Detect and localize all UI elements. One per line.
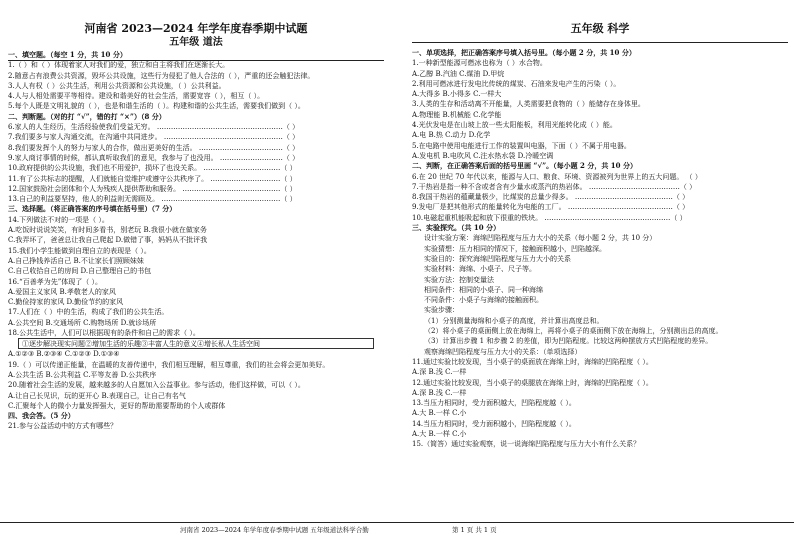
question-line: A.深 B.浅 C.一样 [412, 388, 467, 397]
question-line: 10.政府提供的公共设施，我们也不用爱护，损坏了也没关系。 ……………………………（ ） [8, 164, 297, 173]
question-line: 19.（ ）可以传递正能量，在温暖的友善传递中，我们相互理解，相互尊重，我们的社会将会更加美好。 [8, 360, 330, 369]
question-line: C.自己收拾自己的房间 D.自己整理自己的书包 [8, 267, 152, 276]
question-line: 相同条件：相同的小桌子、同一种海绵 [424, 285, 543, 294]
question-line: 4.人与人相处需要平等相待。建设和谐美好的社会生活，需要宽容（ ），相互（ ）。 [8, 92, 265, 101]
question-line: 4.光伏发电是在山坡上放一些太阳能板，利用光能转化成（ ）能。 [412, 121, 617, 130]
question-line: 3.人人有权（ ）公共生活，利用公共资源和公共设施，（ ）公共利益。 [8, 81, 226, 90]
question-line: 8.我们要发挥个人的努力与家人的合作，做出更美好的生活。 ………………………………（ ） [8, 143, 300, 152]
title-divider-right [412, 42, 788, 43]
question-line: 实验方法：控制变量法 [424, 275, 494, 284]
question-line: 18.公共生活中，人们可以根据现有的条件和自己的需求（ ）。 [8, 329, 200, 338]
question-line: 实验步骤： [424, 306, 459, 315]
question-line: A.大得多 B.小得多 C.一样大 [412, 90, 502, 99]
question-line: 2.随意占有浪费公共资源，毁坏公共设施，这些行为侵犯了他人合法的（ ），严重的还会触犯法律。 [8, 71, 315, 80]
section-heading: 三、选择题。（将正确答案的序号填在括号里）（7 分） [8, 204, 177, 214]
question-line: 12.国家鼓励社会团体和个人为残疾人提供帮助和服务。 ……………………………………（ ） [8, 184, 297, 193]
question-line: 1.一种新型能源可燃冰也称为（ ）水合物。 [412, 59, 547, 68]
question-line: A.大 B.一样 C.小 [412, 409, 467, 418]
question-line: A.电 B.热 C.动力 D.化学 [412, 131, 491, 140]
question-line: 2.利用可燃冰进行发电比传统的煤炭、石油来发电产生的污染（ ）。 [412, 79, 621, 88]
science-question-list [412, 48, 788, 450]
section-heading: 三、实验探究。（共 10 分） [412, 223, 501, 233]
question-line: 12.通过实验比较发现，当小桌子的桌腿放在海绵上时，海绵的凹陷程度（ ）。 [412, 378, 653, 387]
question-line: A.公共生活 B.公共利益 C.平等友善 D.公共秩序 [8, 370, 157, 379]
question-line: 6.在 20 世纪 70 年代以来，能源与人口、粮食、环境、资源被列为世界上的五大问题。 （ ） [412, 172, 702, 181]
section-heading: 二、判断，在正确答案后面的括号里画 “√”。（每小题 2 分，共 10 分） [412, 161, 637, 171]
footer-page-number: 第 1 页 共 1 页 [452, 526, 497, 534]
question-line: 3.人类的生存和活动离不开能量，人类需要把食物的（ ）能储存在身体里。 [412, 100, 645, 109]
question-line: 21.参与公益活动中的方式有哪些？ [8, 422, 118, 431]
question-line: 15.（简答）通过实验观察，说一说海绵凹陷程度与压力大小有什么关系？ [412, 440, 641, 449]
section-heading: 一、单项选择，把正确答案序号填入括号里。（每小题 2 分，共 10 分） [412, 48, 636, 57]
question-line: 8.我国干热岩的蕴藏量极少，比煤炭的总量少得多。 ……………………………………（ ） [412, 193, 690, 202]
section-heading: 二、判断题。（对的打 “√”，错的打 “×”）（8 分） [8, 111, 166, 121]
footer-exam-info: 河南省 2023—2024 年学年度春季期中试题 五年级道法科学合勤 [180, 526, 369, 534]
question-line: 11.通过实验比较发现，当小桌子的桌面放在海绵上时，海绵的凹陷程度（ ）。 [412, 357, 653, 366]
question-line: 9.家人商讨事情的时候，都认真听取我们的意见，我参与了也没用。 ………………………（ ） [8, 153, 300, 162]
question-line: （2）将小桌子的桌面侧上放在海绵上，再将小桌子的桌面侧下放在海绵上，分别测出总的高度。 [424, 327, 723, 336]
question-line: 观察海绵凹陷程度与压力大小的关系：（单项选择） [424, 347, 582, 356]
question-line: C.勤俭持家的家风 D.勤俭节约的家风 [8, 298, 124, 307]
options-box: ①逐步解决现实问题②增加生活的乐趣③丰富人生的意义④增长私人生活空间 [18, 338, 374, 349]
question-line: 1.（ ）和（ ）体现着家人对我们的爱，独立和自主将我们在逐渐长大。 [8, 61, 230, 70]
question-line: A.物理能 B.机械能 C.化学能 [412, 110, 502, 119]
question-line: 实验材料：海绵、小桌子、尺子等。 [424, 265, 536, 274]
question-line: 5.在电路中使用电能进行工作的装置叫电器，下面（ ）不属于用电器。 [412, 141, 631, 150]
question-line: 6.家人的人生经历，生活经验使我们受益无穷。 ………………………………………………（ ） [8, 123, 300, 132]
question-line: A.自己挣钱养活自己 B.不让家长们照顾妹妹 [8, 256, 144, 265]
question-line: 7.我们要多与家人沟通交流，在沟通中共同进步。 ……………………………………………（ ） [8, 133, 300, 142]
dao-fa-question-list [8, 50, 384, 432]
science-title: 五年级 科学 [570, 22, 630, 35]
title-divider-left [8, 60, 384, 61]
exam-subtitle: 五年级 道法 [169, 37, 223, 48]
dao-fa-exam-column [8, 0, 384, 432]
question-line: 5.每个人既是文明礼貌的（ ），也是和谐生活的（ ）。构建和谐的公共生活，需要我们做到（ ）。 [8, 102, 305, 111]
section-heading: 一、填空题。（每空 1 分，共 10 分） [8, 50, 127, 59]
question-line: 7.干热岩是指一种不含或者含有少量水或蒸汽的热岩体。 …………………………………（ ） [412, 182, 697, 191]
section-heading: 四、我会答。（5 分） [8, 411, 75, 421]
question-line: 13.当压力相同时，受力面积越大，凹陷程度越（ ）。 [412, 399, 576, 408]
question-line: 设计实验方案：海绵凹陷程度与压力大小的关系（每小题 2 分，共 10 分） [424, 234, 657, 243]
question-line: 13.自己的利益要坚持，他人的利益则无需顾及。 ……………………………………………（ ） [8, 195, 297, 204]
question-line: 17.人们在（ ）中的生活，构成了我们的公共生活。 [8, 308, 169, 317]
question-line: 实验猜想：压力相同的情况下，接触面积越小，凹陷越深。 [424, 244, 606, 253]
question-line: （3）计算出步骤 1 和步骤 2 的差值，即为凹陷程度。比较这两种摆放方式凹陷程度的差异。 [424, 337, 713, 346]
question-line: A.深 B.浅 C.一样 [412, 368, 467, 377]
question-line: A.①②③ B.②③④ C.①②③ D.①③④ [8, 350, 120, 359]
question-line: 9.发电厂是把其他形式的能量转化为电能的工厂。 ………………………………………（ ） [412, 203, 690, 212]
question-line: 20.随着社会生活的发展，越来越多的人自愿加入公益事业。参与活动，他们这样做，可以（ ）。 [8, 381, 305, 390]
question-line: A.让自己长见识，玩的更开心 B.表现自己，让自己有名气 [8, 391, 186, 400]
question-line: A.发电机 B.电吹风 C.注水热水袋 D.冷暖空调 [412, 151, 554, 160]
question-line: 实验目的：探究海绵凹陷程度与压力大小的关系 [424, 254, 571, 263]
question-line: 14.当压力相同时，受力面积越小，凹陷程度越（ ）。 [412, 419, 576, 428]
question-line: 10.电磁起重机能吸起和放下很重的铁块。 ………………………………………………（ ） [412, 213, 687, 222]
question-line: C.汇聚每个人的微小力量发挥强大，更好的帮助需要帮助的个人或群体 [8, 401, 226, 410]
question-line: 不同条件：小桌子与海绵的接触面积。 [424, 296, 543, 305]
question-line: 11.有了公共标志的提醒，人们就能自觉维护或遵守公共秩序了。 …………………………（ ） [8, 174, 297, 183]
question-line: 15.我们小学生能做到自理自立的表现是（ ）。 [8, 246, 151, 255]
question-line: 14.下列做法不对的一项是（ ）。 [8, 215, 109, 224]
question-line: 16.“百善孝为先”体现了（ ）。 [8, 277, 103, 286]
science-exam-column [412, 0, 788, 450]
question-line: A.公共空间 B.交通场所 C.购物场所 D.就诊场所 [8, 318, 157, 327]
question-line: A.爱国主义家风 B.孝敬老人的家风 [8, 287, 116, 296]
question-line: A.乙醇 B.汽油 C.煤油 D.甲烷 [412, 69, 505, 78]
footer-divider [0, 522, 794, 523]
exam-title: 河南省 2023—2024 年学年度春季期中试题 [84, 22, 308, 35]
question-line: （1）分别测量海绵和小桌子的高度，并计算出高度总和。 [424, 316, 604, 325]
question-line: C.我弄坏了，爸爸总让我自己爬起 D.做错了事，妈妈从不批评我 [8, 236, 208, 245]
question-line: A.大 B.一样 C.小 [412, 429, 467, 438]
question-line: A.吃饭时说说笑笑，有时间多看书，别老玩 B.我很小就在做家务 [8, 226, 207, 235]
